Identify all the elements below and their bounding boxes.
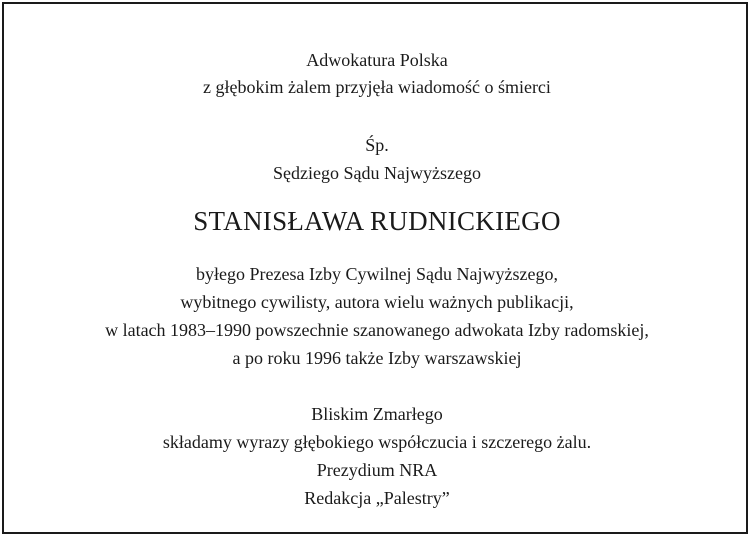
signature-line: Redakcja „Palestry” xyxy=(304,488,450,508)
condolence-message: składamy wyrazy głębokiego współczucia i szczerego żalu. xyxy=(162,432,592,452)
biography-line: a po roku 1996 także Izby warszawskiej xyxy=(232,348,522,368)
deceased-title: Sędziego Sądu Najwyższego xyxy=(273,163,481,183)
condolence-recipient: Bliskim Zmarłego xyxy=(311,404,443,424)
biography-line: byłego Prezesa Izby Cywilnej Sądu Najwyższego, xyxy=(196,264,558,284)
announcement-line: z głębokim żalem przyjęła wiadomość o śmierci xyxy=(203,77,551,97)
biography-line: wybitnego cywilisty, autora wielu ważnych publikacji, xyxy=(180,292,574,312)
institution-line: Adwokatura Polska xyxy=(306,50,448,70)
biography-line: w latach 1983–1990 powszechnie szanowanego adwokata Izby radomskiej, xyxy=(105,320,649,340)
honorific: Śp. xyxy=(365,135,389,155)
deceased-name: STANISŁAWA RUDNICKIEGO xyxy=(193,206,561,236)
signature-line: Prezydium NRA xyxy=(316,460,438,480)
